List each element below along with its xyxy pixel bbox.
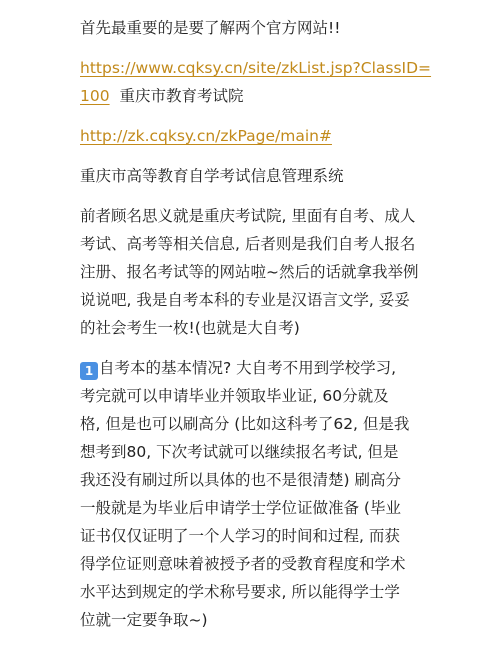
p2-line: 格, 但是也可以刷高分 (比如这科考了62, 但是我	[80, 415, 410, 433]
site2-block	[80, 122, 478, 150]
p1-line: 说说吧, 我是自考本科的专业是汉语言文学, 妥妥	[80, 291, 410, 309]
p2-line: 想考到80, 下次考试就可以继续报名考试, 但是	[80, 443, 399, 461]
p1-line: 考试、高考等相关信息, 后者则是我们自考人报名	[80, 235, 416, 253]
p2-line-first	[80, 354, 478, 382]
p2-line: 一般就是为毕业后申请学士学位证做准备 (毕业	[80, 499, 401, 517]
intro-line: 首先最重要的是要了解两个官方网站!!	[80, 19, 341, 37]
p1-line: 前者顾名思义就是重庆考试院, 里面有自考、成人	[80, 207, 416, 225]
p2-line: 考完就可以申请毕业并领取毕业证, 60分就及	[80, 387, 389, 405]
paragraph-1	[80, 202, 478, 342]
p2-line: 位就一定要争取~)	[80, 611, 208, 629]
p2-line: 证书仅仅证明了一个人学习的时间和过程, 而获	[80, 527, 400, 545]
p2-line: 得学位证则意味着被授予者的受教育程度和学术	[80, 555, 406, 573]
p2-line: 水平达到规定的学术称号要求, 所以能得学士学	[80, 583, 400, 601]
site1-name: 重庆市教育考试院	[119, 87, 244, 105]
site1-link[interactable]: https://www.cqksy.cn/site/zkList.jsp?ClassID=	[80, 59, 432, 77]
p1-line: 的社会考生一枚!(也就是大自考)	[80, 319, 300, 337]
site1-link-cont[interactable]: 100	[80, 87, 110, 105]
site1-block	[80, 54, 478, 110]
site2-link[interactable]: http://zk.cqksy.cn/zkPage/main#	[80, 127, 332, 145]
site2-name: 重庆市高等教育自学考试信息管理系统	[80, 167, 344, 185]
p2-line: 我还没有刷过所以具体的也不是很清楚) 刷高分	[80, 471, 401, 489]
p1-line: 注册、报名考试等的网站啦~然后的话就拿我举例	[80, 263, 419, 281]
keycap-one-icon: 1	[80, 362, 98, 380]
paragraph-2	[80, 354, 478, 634]
p2-line: 自考本的基本情况? 大自考不用到学校学习,	[99, 359, 397, 377]
